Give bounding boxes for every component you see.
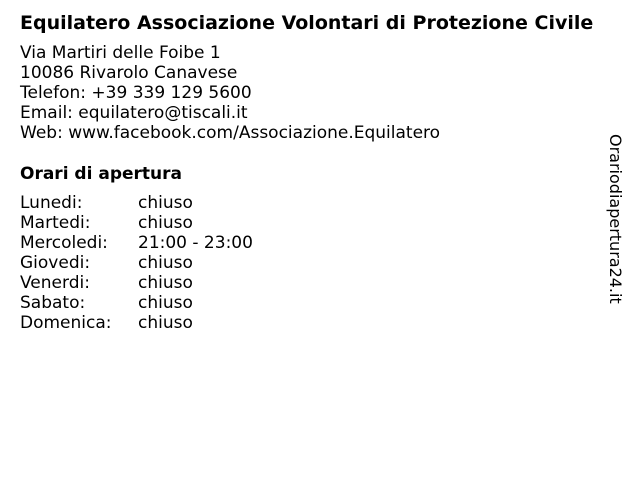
day-hours: chiuso <box>138 293 193 313</box>
day-label: Giovedi: <box>20 253 91 273</box>
day-hours: chiuso <box>138 253 193 273</box>
website-link: Web: www.facebook.com/Associazione.Equilatero <box>20 123 441 143</box>
day-hours: chiuso <box>138 213 193 233</box>
day-hours: chiuso <box>138 313 193 333</box>
day-label: Mercoledi: <box>20 233 108 253</box>
day-label: Venerdi: <box>20 273 90 293</box>
day-hours: chiuso <box>138 273 193 293</box>
city-postal: 10086 Rivarolo Canavese <box>20 63 238 83</box>
email-address: Email: equilatero@tiscali.it <box>20 103 248 123</box>
day-label: Martedi: <box>20 213 91 233</box>
business-name: Equilatero Associazione Volontari di Protezione Civile <box>20 12 594 34</box>
site-watermark: Orariodiapertura24.it <box>606 134 625 304</box>
street-address: Via Martiri delle Foibe 1 <box>20 43 221 63</box>
phone-number: Telefon: +39 339 129 5600 <box>20 83 252 103</box>
day-hours: 21:00 - 23:00 <box>138 233 253 253</box>
contact-block <box>20 43 440 143</box>
day-label: Sabato: <box>20 293 86 313</box>
day-label: Lunedi: <box>20 193 83 213</box>
opening-hours-heading: Orari di apertura <box>20 164 182 184</box>
day-label: Domenica: <box>20 313 112 333</box>
day-hours: chiuso <box>138 193 193 213</box>
